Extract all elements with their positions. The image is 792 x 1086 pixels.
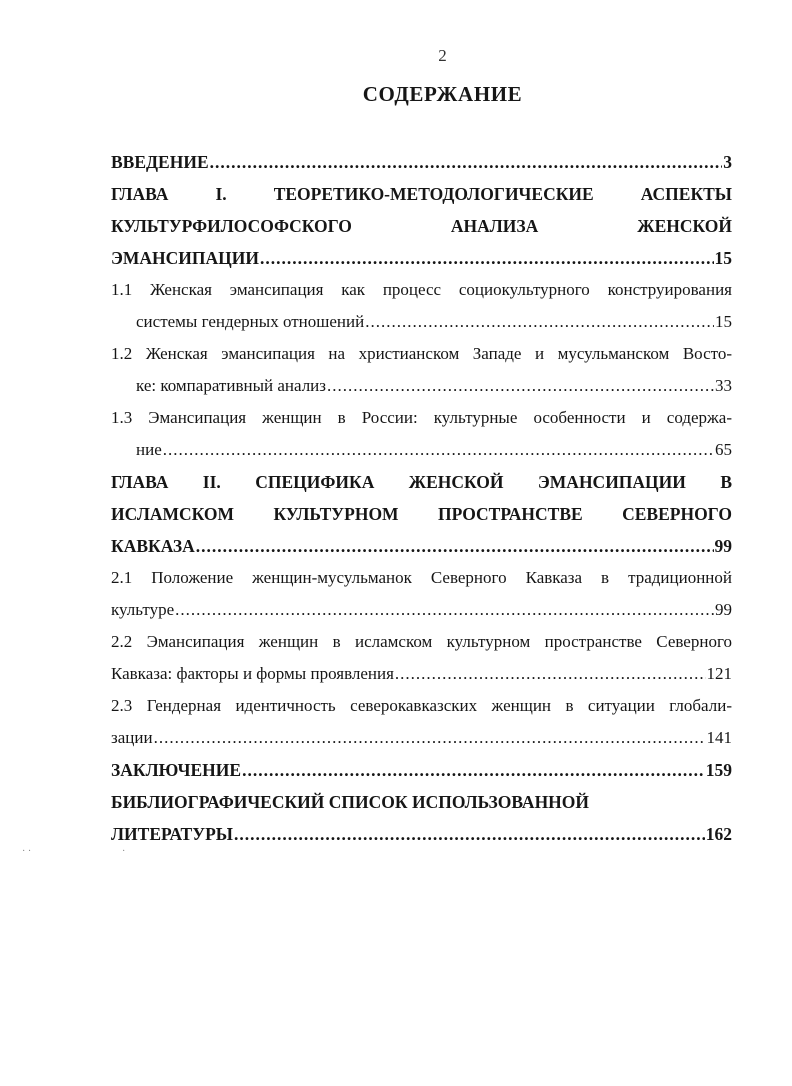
- page-title: СОДЕРЖАНИЕ: [362, 82, 523, 106]
- dot-leader: [154, 722, 706, 754]
- toc-entry-section-2-3[interactable]: [111, 690, 732, 754]
- toc-entry-text: 1.3 Эмансипация женщин в России: культурные особенности и содержа-: [111, 408, 732, 427]
- toc-entry-section-1-2[interactable]: [111, 338, 732, 402]
- toc-entry-introduction[interactable]: [111, 146, 732, 178]
- toc-page-number: 99: [714, 536, 732, 556]
- toc-entry-text: зации: [111, 728, 153, 747]
- toc-page-number: 65: [715, 440, 732, 459]
- toc-entry-text: ГЛАВА I. ТЕОРЕТИКО-МЕТОДОЛОГИЧЕСКИЕ АСПЕКТЫ: [111, 184, 732, 204]
- toc-entry-text: ГЛАВА II. СПЕЦИФИКА ЖЕНСКОЙ ЭМАНСИПАЦИИ В: [111, 472, 732, 492]
- dot-leader: [365, 306, 714, 338]
- dot-leader: [175, 594, 714, 626]
- toc-entry-chapter-1[interactable]: [111, 178, 732, 274]
- dot-leader: [327, 370, 714, 402]
- dot-leader: [196, 530, 714, 562]
- toc-page-number: 15: [714, 248, 732, 268]
- toc-entry-section-2-1[interactable]: [111, 562, 732, 626]
- toc-page-number: 162: [705, 824, 732, 844]
- dot-leader: [234, 818, 705, 850]
- toc-entry-text: 2.3 Гендерная идентичность северокавказских женщин в ситуации глобали-: [111, 696, 732, 715]
- toc-entry-label: ВВЕДЕНИЕ: [111, 152, 209, 172]
- toc-entry-text: ИСЛАМСКОМ КУЛЬТУРНОМ ПРОСТРАНСТВЕ СЕВЕРНОГО: [111, 504, 732, 524]
- toc-entry-text: ние: [136, 440, 162, 459]
- toc-page-number: 3: [723, 152, 732, 172]
- toc-entry-text: КУЛЬТУРФИЛОСОФСКОГО АНАЛИЗА ЖЕНСКОЙ: [111, 216, 732, 236]
- toc-page-number: 15: [715, 312, 732, 331]
- toc-page-number: 141: [706, 728, 732, 747]
- toc-entry-section-2-2[interactable]: [111, 626, 732, 690]
- dot-leader: [395, 658, 706, 690]
- toc-entry-chapter-2[interactable]: [111, 466, 732, 562]
- scan-artifact: ·: [122, 846, 126, 857]
- toc-entry-bibliography[interactable]: [111, 786, 732, 850]
- toc-page-number: 99: [715, 600, 732, 619]
- dot-leader: [242, 754, 705, 786]
- toc-entry-text: 2.2 Эмансипация женщин в исламском культурном пространстве Северного: [111, 632, 732, 651]
- toc-page-number: 33: [715, 376, 732, 395]
- toc-page-number: 159: [705, 760, 732, 780]
- toc-page-number: 121: [706, 664, 732, 683]
- toc-entry-text: системы гендерных отношений: [136, 312, 365, 331]
- dot-leader: [260, 242, 714, 274]
- table-of-contents: [111, 146, 732, 850]
- toc-entry-text: культуре: [111, 600, 175, 619]
- toc-entry-text: ЛИТЕРАТУРЫ: [111, 824, 233, 844]
- toc-entry-section-1-3[interactable]: [111, 402, 732, 466]
- toc-entry-text: 1.2 Женская эмансипация на христианском Западе и мусульманском Восто-: [111, 344, 732, 363]
- toc-entry-text: 2.1 Положение женщин-мусульманок Северного Кавказа в традиционной: [111, 568, 732, 587]
- toc-entry-text: КАВКАЗА: [111, 536, 195, 556]
- dot-leader: [163, 434, 714, 466]
- toc-entry-text: 1.1 Женская эмансипация как процесс социокультурного конструирования: [111, 280, 732, 299]
- dot-leader: [210, 146, 723, 178]
- scan-artifact: · ·: [22, 846, 32, 857]
- toc-entry-text: ЭМАНСИПАЦИИ: [111, 248, 259, 268]
- toc-entry-text: БИБЛИОГРАФИЧЕСКИЙ СПИСОК ИСПОЛЬЗОВАННОЙ: [111, 792, 590, 812]
- toc-entry-text: Кавказа: факторы и формы проявления: [111, 664, 394, 683]
- toc-entry-conclusion[interactable]: [111, 754, 732, 786]
- toc-entry-label: ЗАКЛЮЧЕНИЕ: [111, 760, 242, 780]
- toc-entry-section-1-1[interactable]: [111, 274, 732, 338]
- page-number: 2: [438, 46, 447, 65]
- toc-entry-text: ке: компаративный анализ: [136, 376, 326, 395]
